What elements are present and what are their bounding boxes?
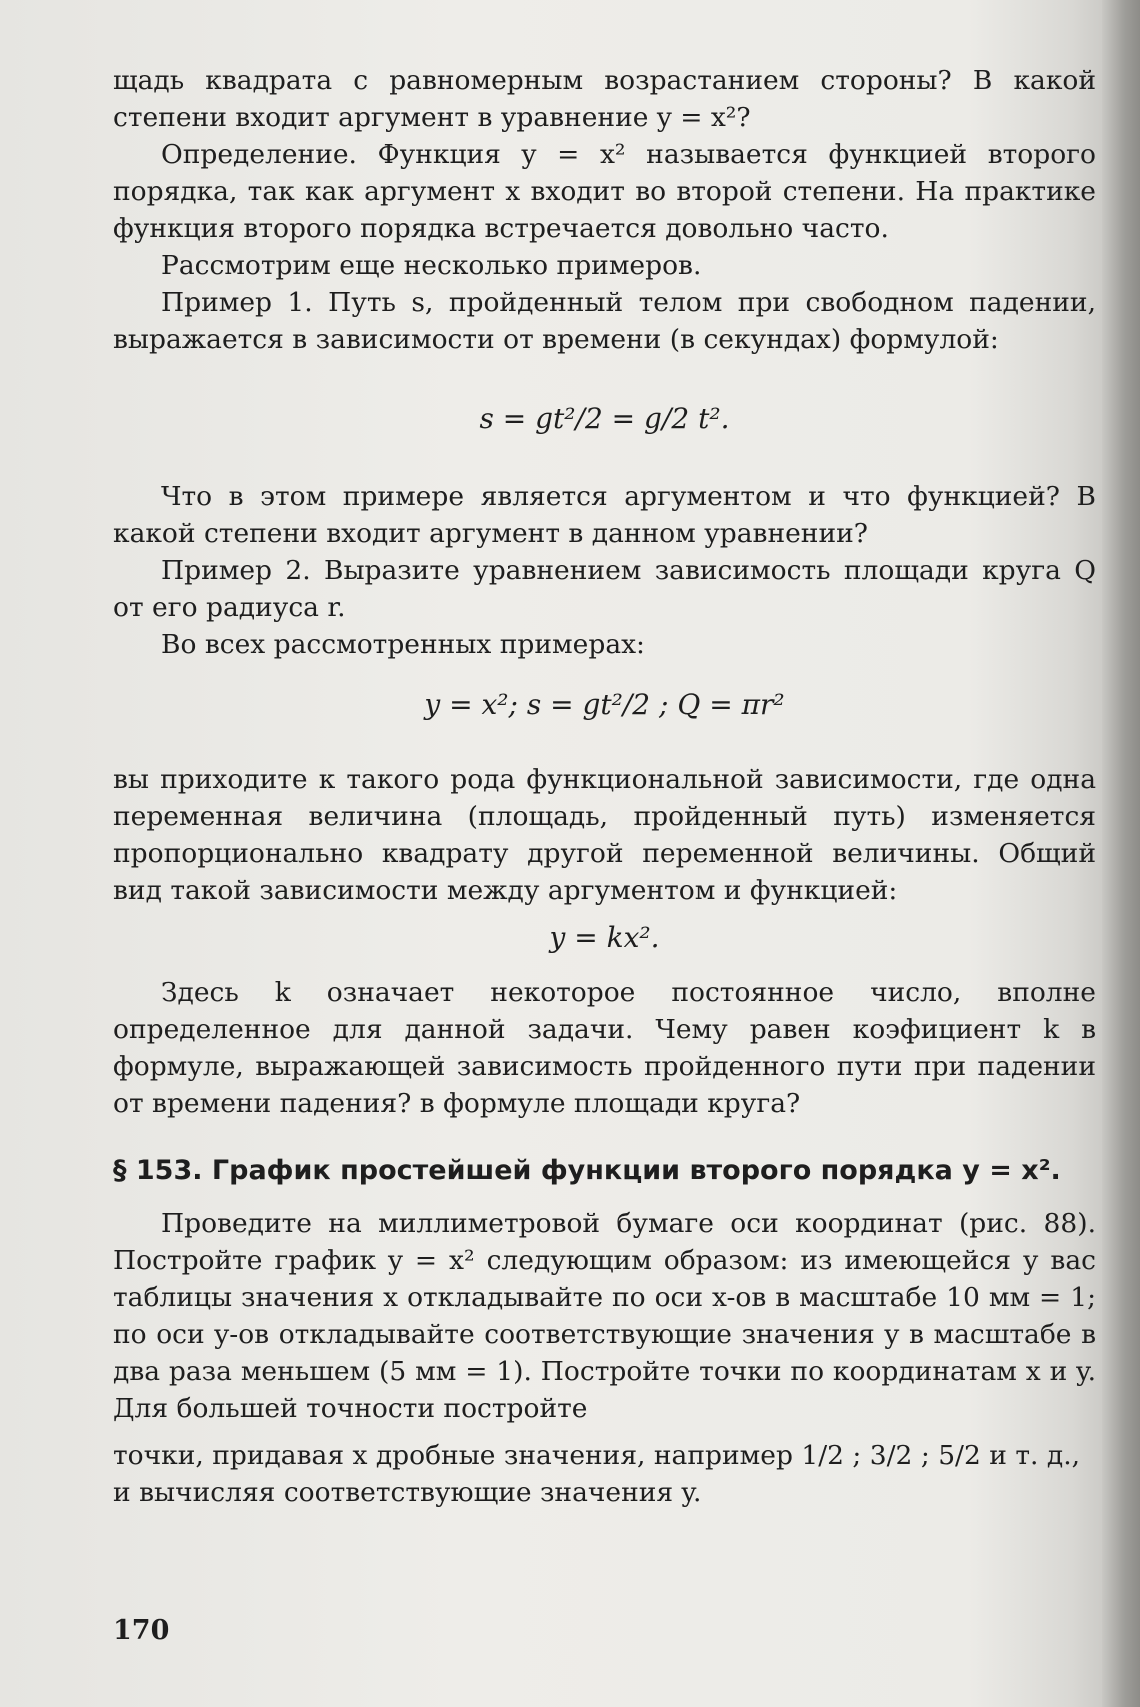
paragraph-definition: Определение. Функция y = x² называется функцией второго порядка, так как аргумент x входит во второй степени. На практике функция второго порядка встречается довольно часто. [113, 139, 1096, 244]
paragraph-general-form: вы приходите к такого рода функциональной зависимости, где одна переменная величина (площадь, пройденный путь) изменяется пропорционально квадрату другой переменной величины. Общий вид такой зависимости между аргументом и функцией: [113, 764, 1096, 906]
paragraph-example-1: Пример 1. Путь s, пройденный телом при свободном падении, выражается в зависимости от времени (в секундах) формулой: [113, 287, 1096, 355]
fraction-examples: 1/2 ; 3/2 ; 5/2 [801, 1440, 981, 1471]
paragraph-question-1: Что в этом примере является аргументом и что функцией? В какой степени входит аргумент в данном уравнении? [113, 481, 1096, 549]
paragraph-1: щадь квадрата с равномерным возрастанием стороны? В какой степени входит аргумент в уравнение y = x²? [113, 65, 1096, 133]
paragraph-example-2: Пример 2. Выразите уравнением зависимость площади круга Q от его радиуса r. [113, 555, 1096, 623]
page-text [113, 62, 1096, 1511]
formula-free-fall: s = gt²/2 = g/2 t². [479, 402, 730, 435]
formula-summary: y = x²; s = gt²/2 ; Q = πr² [424, 688, 785, 721]
paragraph-examples-intro: Рассмотрим еще несколько примеров. [161, 250, 702, 281]
fractional-values-tail: и т. д., [989, 1440, 1081, 1471]
fractional-values-text: точки, придавая x дробные значения, например [113, 1440, 793, 1471]
page-number: 170 [113, 1615, 170, 1646]
paragraph-coefficient: Здесь k означает некоторое постоянное число, вполне определенное для данной задачи. Чему равен коэфициент k в формуле, выражающей зависимость пройденного пути при падении от времени падения? в формуле площади круга? [113, 977, 1096, 1119]
paragraph-instructions: Проведите на миллиметровой бумаге оси координат (рис. 88). Постройте график y = x² следующим образом: из имеющейся у вас таблицы значения x откладывайте по оси x-ов в масштабе 10 мм = 1; по оси y-ов откладывайте соответствующие значения y в масштабе в два раза меньшем (5 мм = 1). Постройте точки по координатам x и y. Для большей точности постройте [113, 1208, 1096, 1424]
section-heading: § 153. График простейшей функции второго порядка y = x². [113, 1155, 1061, 1186]
page-edge-shadow [1102, 0, 1140, 1707]
formula-general: y = kx². [549, 921, 660, 954]
paragraph-final: и вычисляя соответствующие значения y. [113, 1477, 702, 1508]
paragraph-fractional-values [113, 1437, 1096, 1474]
paragraph-all-examples: Во всех рассмотренных примерах: [161, 629, 645, 660]
